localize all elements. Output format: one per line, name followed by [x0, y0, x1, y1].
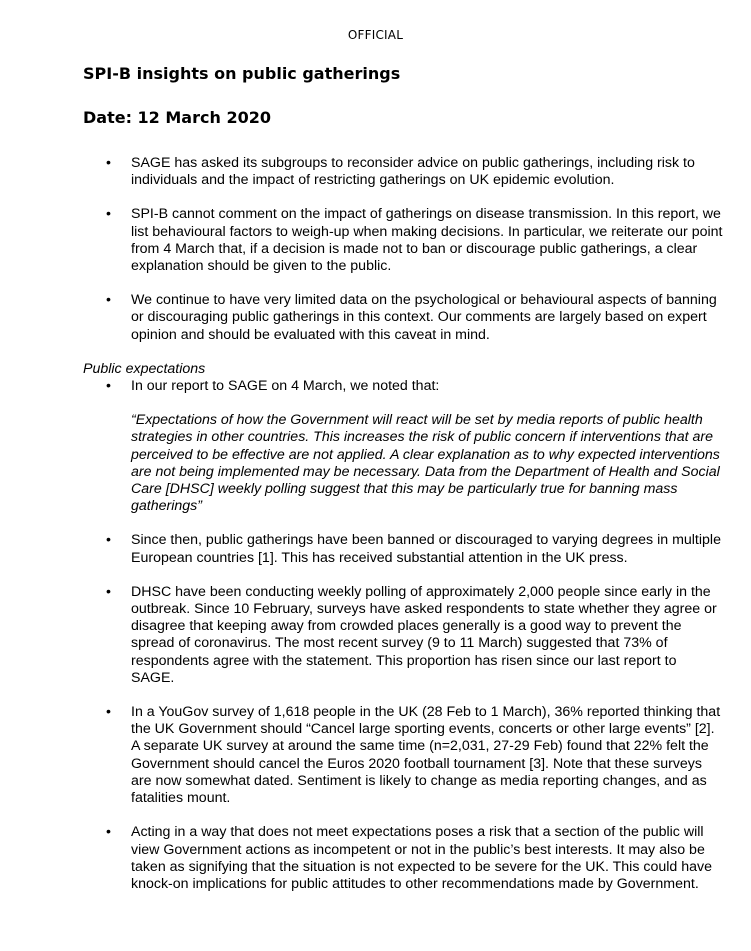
section-bullet-4: • In a YouGov survey of 1,618 people in the UK (28 Feb to 1 March), 36% reported thinking that the UK Government should “Cancel large sporting events, concerts or other large events” [2]. A separate UK survey at around the same time (n=2,031, 27-29 Feb) found that 22% felt the Government should cancel the Euros 2020 football tournament [3]. Note that these surveys are now somewhat dated. Sentiment is likely to change as media reporting changes, and as fatalities mount. [83, 704, 723, 807]
section-bullet-1-text: In our report to SAGE on 4 March, we noted that: [131, 378, 440, 395]
section-bullet-5: • Acting in a way that does not meet expectations poses a risk that a section of the public will view Government actions as incompetent or not in the public’s best interests. It may also be taken as signifying that the situation is not expected to be severe for the UK. This could have knock-on implications for public attitudes to other recommendations made by Government. [83, 824, 723, 893]
section-bullet-3: • DHSC have been conducting weekly polling of approximately 2,000 people since early in the outbreak. Since 10 February, surveys have asked respondents to state whether they agree or disagree that keeping away from crowded places generally is a good way to prevent the spread of coronavirus. The most recent survey (9 to 11 March) suggested that 73% of respondents agree with the statement. This proportion has risen since our last report to SAGE. [83, 584, 723, 687]
section-bullet-list [83, 378, 723, 893]
section-bullet-1 [83, 378, 723, 515]
document-title: SPI-B insights on public gatherings [83, 64, 401, 83]
classification-marking: OFFICIAL [347, 28, 404, 42]
intro-bullet-2: • SPI-B cannot comment on the impact of gatherings on disease transmission. In this report, we list behavioural factors to weigh-up when making decisions. In particular, we reiterate our point from 4 March that, if a decision is made not to ban or discourage public gatherings, a clear explanation should be given to the public. [83, 206, 723, 275]
section-bullet-2: • Since then, public gatherings have been banned or discouraged to varying degrees in multiple European countries [1]. This has received substantial attention in the UK press. [83, 532, 723, 566]
intro-bullet-list [83, 155, 723, 344]
intro-bullet-3: • We continue to have very limited data on the psychological or behavioural aspects of banning or discouraging public gatherings in this context. Our comments are largely based on expert opinion and should be evaluated with this caveat in mind. [83, 292, 723, 344]
intro-bullet-1: • SAGE has asked its subgroups to reconsider advice on public gatherings, including risk to individuals and the impact of restricting gatherings on UK epidemic evolution. [83, 155, 723, 189]
document-date: Date: 12 March 2020 [83, 108, 271, 127]
section-heading: Public expectations [83, 360, 206, 377]
document-body [83, 155, 723, 910]
block-quote: “Expectations of how the Government will react will be set by media reports of public health strategies in other countries. This increases the risk of public concern if interventions that are perceived to be effective are not applied. A clear explanation as to why expected interventions are not being implemented may be necessary. Data from the Department of Health and Social Care [DHSC] weekly polling suggest that this may be particularly true for banning mass gatherings” [131, 412, 720, 515]
